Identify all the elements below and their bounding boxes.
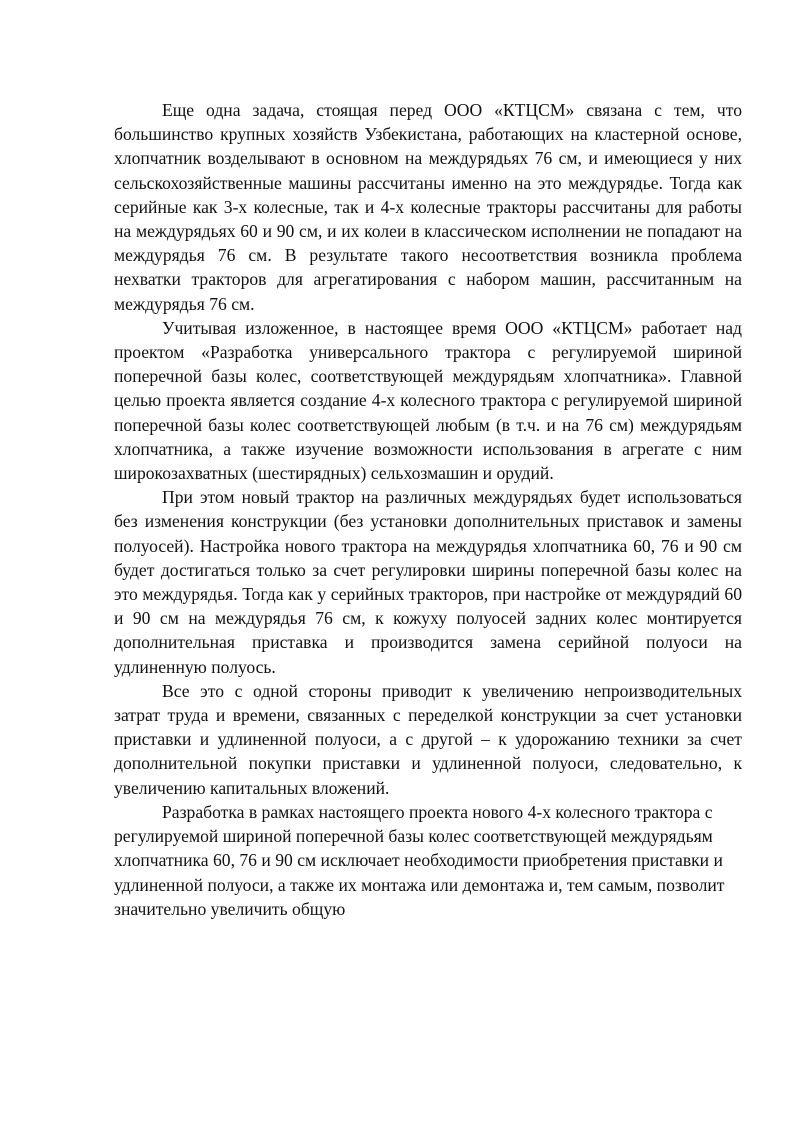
- paragraph-5: Разработка в рамках настоящего проекта нового 4-х колесного трактора с регулируемой шириной поперечной базы колес соответствующей междурядьям хлопчатника 60, 76 и 90 см исключает необходимости приобретения приставки и удлиненной полуоси, а также их монтажа или демонтажа и, тем самым, позволит значительно увеличить общую: [114, 801, 725, 919]
- paragraph-4: Все это с одной стороны приводит к увеличению непроизводительных затрат труда и времени, связанных с переделкой конструкции за счет установки приставки и удлиненной полуоси, а с другой – к удорожанию техники за счет дополнительной покупки приставки и удлиненной полуоси, следовательно, к увеличению капитальных вложений.: [114, 680, 742, 798]
- paragraph-1: Еще одна задача, стоящая перед ООО «КТЦСМ» связана с тем, что большинство крупных хозяйств Узбекистана, работающих на кластерной основе, хлопчатник возделывают в основном на междурядьях 76 см, и имеющиеся у них сельскохозяйственные машины рассчитаны именно на это междурядье. Тогда как серийные как 3-х колесные, так и 4-х колесные тракторы рассчитаны для работы на междурядьях 60 и 90 см, и их колеи в классическом исполнении не попадают на междурядья 76 см. В результате такого несоответствия возникла проблема нехватки тракторов для агрегатирования с набором машин, рассчитанным на междурядья 76 см.: [114, 100, 742, 314]
- document-page: [114, 98, 742, 921]
- paragraph-3: При этом новый трактор на различных междурядьях будет использоваться без изменения конструкции (без установки дополнительных приставок и замены полуосей). Настройка нового трактора на междурядья хлопчатника 60, 76 и 90 см будет достигаться только за счет регулировки ширины поперечной базы колес на это междурядья. Тогда как у серийных тракторов, при настройке от междурядий 60 и 90 см на междурядья 76 см, к кожуху полуосей задних колес монтируется дополнительная приставка и производится замена серийной полуоси на удлиненную полуось.: [114, 487, 742, 677]
- paragraph-2: Учитывая изложенное, в настоящее время ООО «КТЦСМ» работает над проектом «Разработка универсального трактора с регулируемой шириной поперечной базы колес, соответствующей междурядьям хлопчатника». Главной целью проекта является создание 4-х колесного трактора с регулируемой шириной поперечной базы колес соответствующей любым (в т.ч. и на 76 см) междурядьям хлопчатника, а также изучение возможности использования в агрегате с ним широкозахватных (шестирядных) сельхозмашин и орудий.: [114, 317, 742, 484]
